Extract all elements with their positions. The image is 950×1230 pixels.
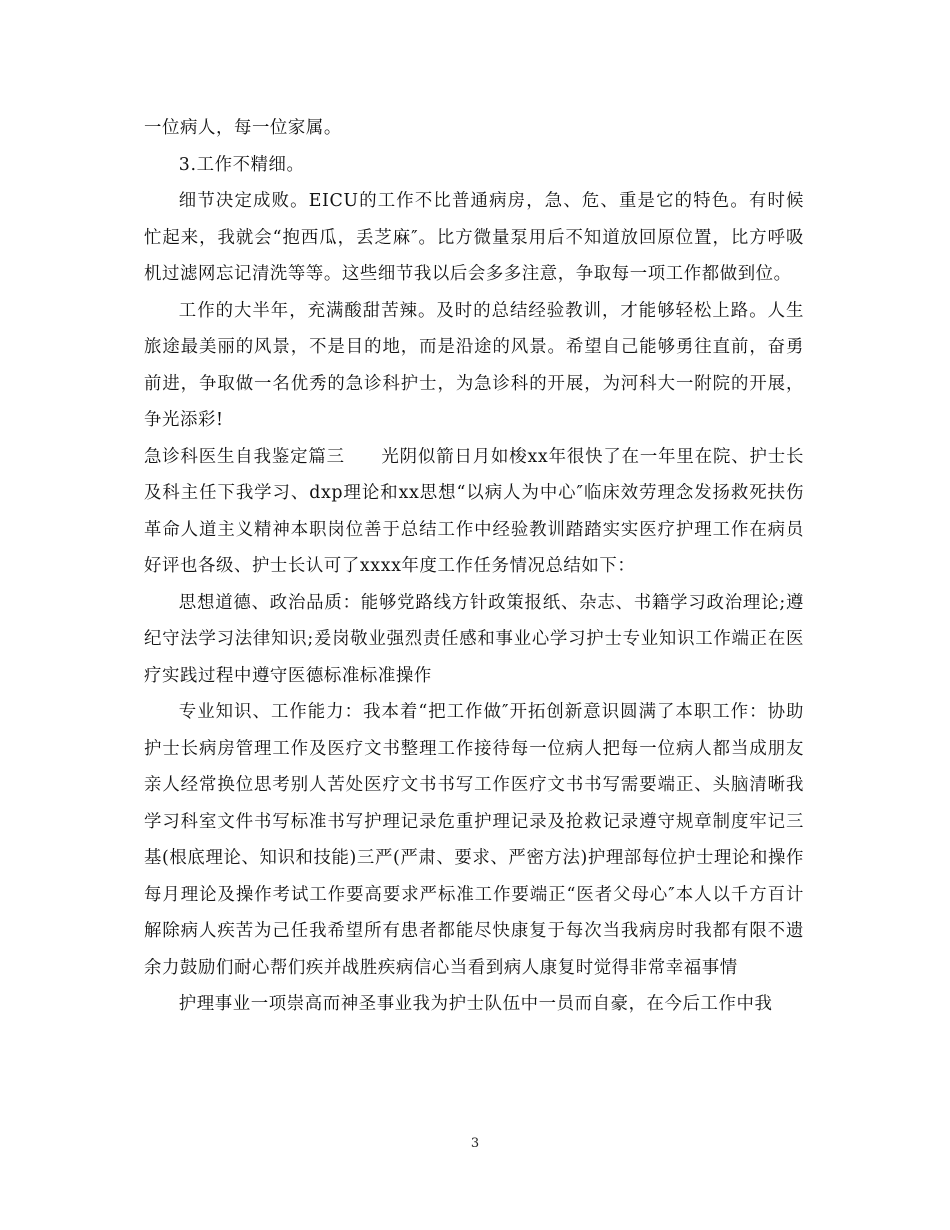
paragraph-8: 护理事业一项崇高而神圣事业我为护士队伍中一员而自豪，在今后工作中我 [178,994,773,1014]
paragraph-7: 专业知识、工作能力：我本着“把工作做″开拓创新意识圆满了本职工作：协助护士长病房管理工作及医疗文书整理工作接待每一位病人把每一位病人都当成朋友亲人经常换位思考别人苦处医疗文书书写工作医疗文书书写需要端正、头脑清晰我学习科室文件书写标准书写护理记录危重护理记录及抢救记录遵守规章制度牢记三基(根底理论、知识和技能)三严(严肃、要求、严密方法)护理部每位护士理论和操作每月理论及操作考试工作要高要求严标准工作要端正“医者父母心″本人以千方百计解除病人疾苦为己任我希望所有患者都能尽快康复于每次当我病房时我都有限不遗余力鼓励们耐心帮们疾并战胜疾病信心当看到病人康复时觉得非常幸福事情 [144,702,804,978]
paragraph-3: 细节决定成败。EICU的工作不比普通病房，急、危、重是它的特色。有时候忙起来，我就会“抱西瓜，丢芝麻″。比方微量泵用后不知道放回原位置，比方呼吸机过滤网忘记清洗等等。这些细节我以后会多多注意，争取每一项工作都做到位。 [144,191,804,284]
paragraph-2: 3.工作不精细。 [178,154,305,175]
paragraph-6: 思想道德、政治品质：能够党路线方针政策报纸、杂志、书籍学习政治理论;遵纪守法学习法律知识;爰岗敬业强烈责任感和事业心学习护士专业知识工作端正在医疗实践过程中遵守医德标准标准操作 [144,592,804,686]
document-body [144,110,804,1023]
paragraph-1: 一位病人，每一位家属。 [144,118,342,138]
paragraph-4: 工作的大半年，充满酸甜苦辣。及时的总结经验教训，才能够轻松上路。人生旅途最美丽的风景，不是目的地，而是沿途的风景。希望自己能够勇往直前，奋勇前进，争取做一名优秀的急诊科护士，为急诊科的开展，为河科大一附院的开展，争光添彩! [144,300,804,430]
paragraph-5: 急诊科医生自我鉴定篇三 光阴似箭日月如梭xx年很快了在一年里在院、护士长及科主任下我学习、dxp理论和xx思想“以病人为中心″临床效劳理念发扬救死扶伤革命人道主义精神本职岗位善于总结工作中经验教训踏踏实实医疗护理工作在病员好评也各级、护士长认可了xxxx年度工作任务情况总结如下： [144,446,804,576]
page-number: 3 [470,1136,480,1151]
